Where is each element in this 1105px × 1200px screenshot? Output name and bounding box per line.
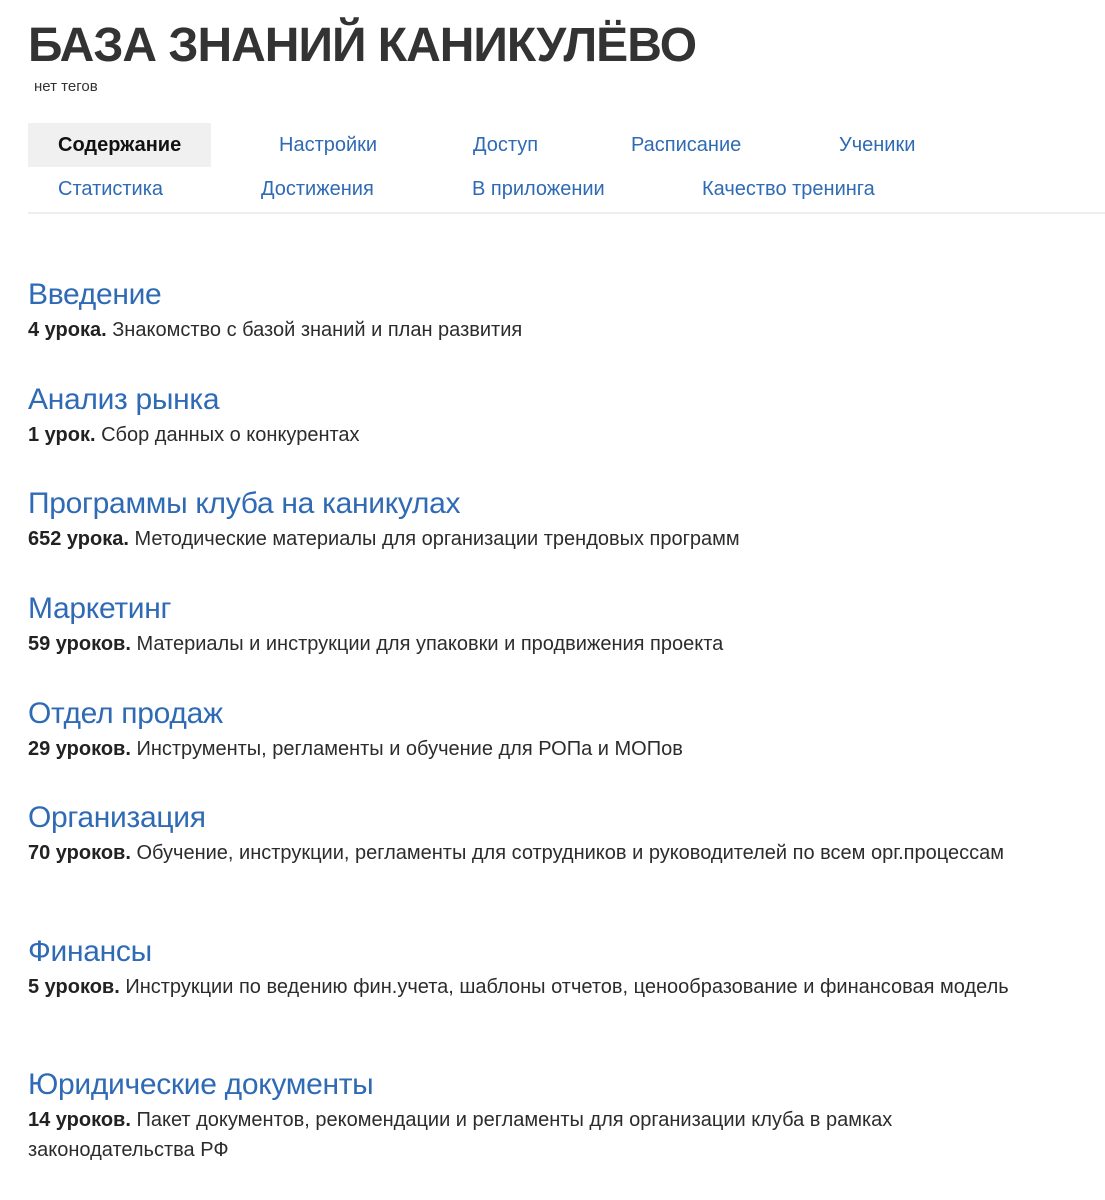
section-description	[28, 734, 1048, 764]
section-title-link[interactable]: Финансы	[28, 935, 152, 968]
section-item	[28, 696, 1068, 764]
lesson-count: 4 урока.	[28, 319, 107, 341]
section-title-link[interactable]: Программы клуба на каникулах	[28, 487, 461, 520]
section-title-link[interactable]: Маркетинг	[28, 592, 172, 625]
tab-bar	[28, 123, 1105, 214]
section-item	[28, 934, 1068, 1002]
section-title-link[interactable]: Анализ рынка	[28, 383, 220, 416]
tab-in-app[interactable]: В приложении	[472, 178, 605, 200]
lesson-count: 1 урок.	[28, 424, 96, 446]
tags-label: нет тегов	[34, 78, 98, 95]
section-description	[28, 315, 1048, 345]
section-description	[28, 524, 1048, 554]
lesson-count: 59 уроков.	[28, 633, 131, 655]
tab-schedule[interactable]: Расписание	[631, 134, 742, 156]
tab-training-quality[interactable]: Качество тренинга	[702, 178, 875, 200]
lesson-count: 29 уроков.	[28, 738, 131, 760]
tab-students[interactable]: Ученики	[839, 134, 916, 156]
section-item	[28, 1067, 1068, 1165]
page-title: БАЗА ЗНАНИЙ КАНИКУЛЁВО	[28, 19, 697, 72]
section-item	[28, 591, 1068, 659]
section-description	[28, 420, 1048, 450]
section-item	[28, 800, 1068, 868]
section-description-text: Методические материалы для организации трендовых программ	[128, 528, 740, 550]
tab-access[interactable]: Доступ	[473, 134, 539, 156]
lesson-count: 652 урока.	[28, 528, 129, 550]
section-description-text: Знакомство с базой знаний и план развития	[106, 319, 523, 341]
section-title-link[interactable]: Юридические документы	[28, 1068, 374, 1101]
section-description-text: Инструкции по ведению фин.учета, шаблоны отчетов, ценообразование и финансовая модель	[119, 976, 1009, 998]
tab-settings[interactable]: Настройки	[279, 134, 378, 156]
section-item	[28, 486, 1068, 554]
section-description	[28, 1105, 1048, 1165]
section-description	[28, 629, 1048, 659]
section-description	[28, 838, 1048, 868]
section-title-link[interactable]: Организация	[28, 801, 206, 834]
section-description-text: Инструменты, регламенты и обучение для РОПа и МОПов	[130, 738, 683, 760]
section-item	[28, 277, 1068, 345]
section-description	[28, 972, 1048, 1002]
lesson-count: 14 уроков.	[28, 1109, 131, 1131]
tab-achievements[interactable]: Достижения	[261, 178, 374, 200]
section-description-text: Сбор данных о конкурентах	[95, 424, 360, 446]
section-description-text: Пакет документов, рекомендации и регламенты для организации клуба в рамках законодательства РФ	[28, 1109, 893, 1161]
lesson-count: 5 уроков.	[28, 976, 120, 998]
section-description-text: Обучение, инструкции, регламенты для сотрудников и руководителей по всем орг.процессам	[130, 842, 1004, 864]
tab-content[interactable]: Содержание	[28, 123, 211, 167]
section-description-text: Материалы и инструкции для упаковки и продвижения проекта	[130, 633, 724, 655]
section-item	[28, 382, 1068, 450]
section-title-link[interactable]: Введение	[28, 278, 162, 311]
tab-statistics[interactable]: Статистика	[58, 178, 164, 200]
lesson-count: 70 уроков.	[28, 842, 131, 864]
section-title-link[interactable]: Отдел продаж	[28, 697, 223, 730]
